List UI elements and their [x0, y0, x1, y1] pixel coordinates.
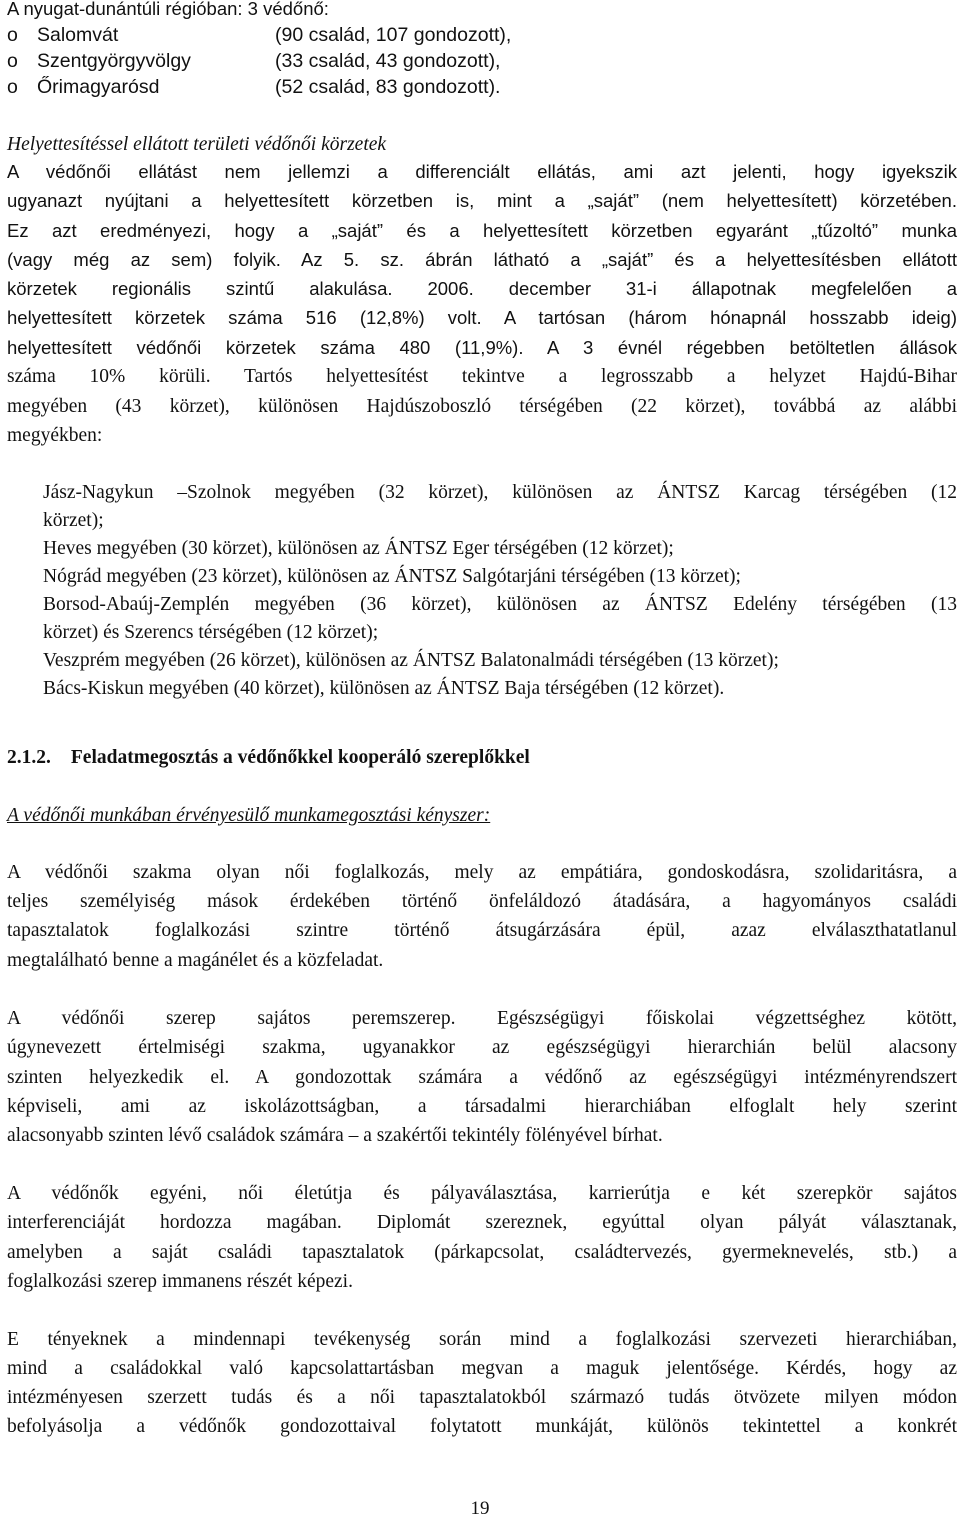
- paragraph-line: képviseli, ami az iskolázottságban, a társadalmi hierarchiában elfoglalt hely szerint: [7, 1096, 957, 1117]
- paragraph-line: megyékben:: [7, 425, 103, 446]
- paragraph-line: interferenciáját hordozza magában. Diplomát szereznek, egyúttal olyan pályát választanak,: [7, 1212, 957, 1233]
- substitution-heading: Helyettesítéssel ellátott területi védőnői körzetek: [7, 134, 387, 155]
- village-name: Szentgyörgyvölgy: [37, 50, 191, 72]
- paragraph-line: foglalkozási szerep immanens részét képezi.: [7, 1271, 353, 1292]
- paragraph-line: amelyben a saját családi tapasztalatok (párkapcsolat, családtervezés, gyermeknevelés, stb.) a: [7, 1242, 957, 1263]
- section-subtitle: A védőnői munkában érvényesülő munkamegosztási kényszer:: [7, 805, 491, 826]
- paragraph-line: megyében (43 körzet), különösen Hajdúszoboszló térségében (22 körzet), továbbá az alábbi: [7, 396, 957, 417]
- paragraph-line: száma 10% körüli. Tartós helyettesítést tekintve a legrosszabb a helyzet Hajdú-Bihar: [7, 366, 957, 387]
- paragraph-line: helyettesített védőnői körzetek száma 480 (11,9%). A 3 évnél régebben betöltetlen állások: [7, 337, 957, 358]
- section-heading: [7, 745, 530, 771]
- village-stats: (52 család, 83 gondozott).: [275, 76, 501, 98]
- paragraph-line: (vagy még az sem) folyik. Az 5. sz. ábrán látható a „saját” és a helyettesítésben ellátott: [7, 249, 957, 270]
- village-stats: (90 család, 107 gondozott),: [275, 24, 512, 46]
- paragraph-line: szinten helyezkedik el. A gondozottak számára a védőnő az egészségügyi intézményrendszert: [7, 1067, 957, 1088]
- county-line: körzet) és Szerencs térségében (12 körzet);: [43, 622, 379, 643]
- paragraph-line: alacsonyabb szinten lévő családok számára – a szakértői tekintély fölényével bírhat.: [7, 1125, 663, 1146]
- bullet-icon: o: [7, 50, 18, 72]
- county-line: körzet);: [43, 510, 104, 531]
- section-number: 2.1.2.: [7, 747, 51, 768]
- bullet-icon: o: [7, 76, 18, 98]
- paragraph-line: A védőnői ellátást nem jellemzi a differenciált ellátás, ami azt jelenti, hogy igyekszik: [7, 161, 957, 182]
- paragraph-line: helyettesített körzetek száma 516 (12,8%) volt. A tartósan (három hónapnál hosszabb ideig): [7, 307, 957, 328]
- paragraph-line: ugyanazt nyújtani a helyettesített körzetben is, mint a „saját” (nem helyettesített) körzetében.: [7, 190, 957, 211]
- section-title: Feladatmegosztás a védőnőkkel kooperáló szereplőkkel: [70, 747, 530, 768]
- village-stats: (33 család, 43 gondozott),: [275, 50, 501, 72]
- paragraph-line: A védőnői szakma olyan női foglalkozás, mely az empátiára, gondoskodásra, szolidaritásra, a: [7, 862, 957, 883]
- paragraph-line: intézményesen szerzett tudás és a női tapasztalatokból származó tudás ötvözete milyen módon: [7, 1387, 957, 1408]
- paragraph-line: A védőnők egyéni, női életútja és pályaválasztása, karrierútja e két szerepkör sajátos: [7, 1183, 957, 1204]
- paragraph-line: megtalálható benne a magánélet és a közfeladat.: [7, 950, 384, 971]
- paragraph-line: teljes személyiség mások érdekében történő önfeláldozó átadására, a hagyományos családi: [7, 891, 957, 912]
- county-line: Bács-Kiskun megyében (40 körzet), különösen az ÁNTSZ Baja térségében (12 körzet).: [43, 678, 725, 699]
- bullet-icon: o: [7, 24, 18, 46]
- paragraph-line: A védőnői szerep sajátos peremszerep. Egészségügyi főiskolai végzettséghez kötött,: [7, 1008, 957, 1029]
- paragraph-line: úgynevezett értelmiségi szakma, ugyanakkor az egészségügyi hierarchián belül alacsony: [7, 1037, 957, 1058]
- paragraph-line: befolyásolja a védőnők gondozottaival folytatott munkáját, különös tekintettel a konkrét: [7, 1416, 957, 1437]
- village-name: Őrimagyarósd: [37, 76, 160, 98]
- region-heading: A nyugat-dunántúli régióban: 3 védőnő:: [7, 0, 329, 19]
- county-line: Nógrád megyében (23 körzet), különösen az ÁNTSZ Salgótarjáni térségében (13 körzet);: [43, 566, 741, 587]
- county-line: Veszprém megyében (26 körzet), különösen az ÁNTSZ Balatonalmádi térségében (13 körzet);: [43, 650, 779, 671]
- paragraph-line: E tényeknek a mindennapi tevékenység során mind a foglalkozási szervezeti hierarchiában,: [7, 1329, 957, 1350]
- county-line: Borsod-Abaúj-Zemplén megyében (36 körzet), különösen az ÁNTSZ Edelény térségében (13: [43, 594, 957, 615]
- county-line: Jász-Nagykun –Szolnok megyében (32 körzet), különösen az ÁNTSZ Karcag térségében (12: [43, 482, 957, 503]
- paragraph-line: Ez azt eredményezi, hogy a „saját” és a helyettesített körzetben egyaránt „tűzoltó” munka: [7, 220, 957, 241]
- page-number: 19: [470, 1498, 490, 1519]
- village-name: Salomvát: [37, 24, 119, 46]
- paragraph-line: körzetek regionális szintű alakulása. 2006. december 31-i állapotnak megfelelően a: [7, 278, 957, 299]
- county-line: Heves megyében (30 körzet), különösen az ÁNTSZ Eger térségében (12 körzet);: [43, 538, 674, 559]
- paragraph-line: mind a családokkal való kapcsolattartásban megvan a maguk jelentősége. Kérdés, hogy az: [7, 1358, 957, 1379]
- paragraph-line: tapasztalatok foglalkozási szintre történő átsugárzására épül, azaz elválaszthatatlanul: [7, 920, 957, 941]
